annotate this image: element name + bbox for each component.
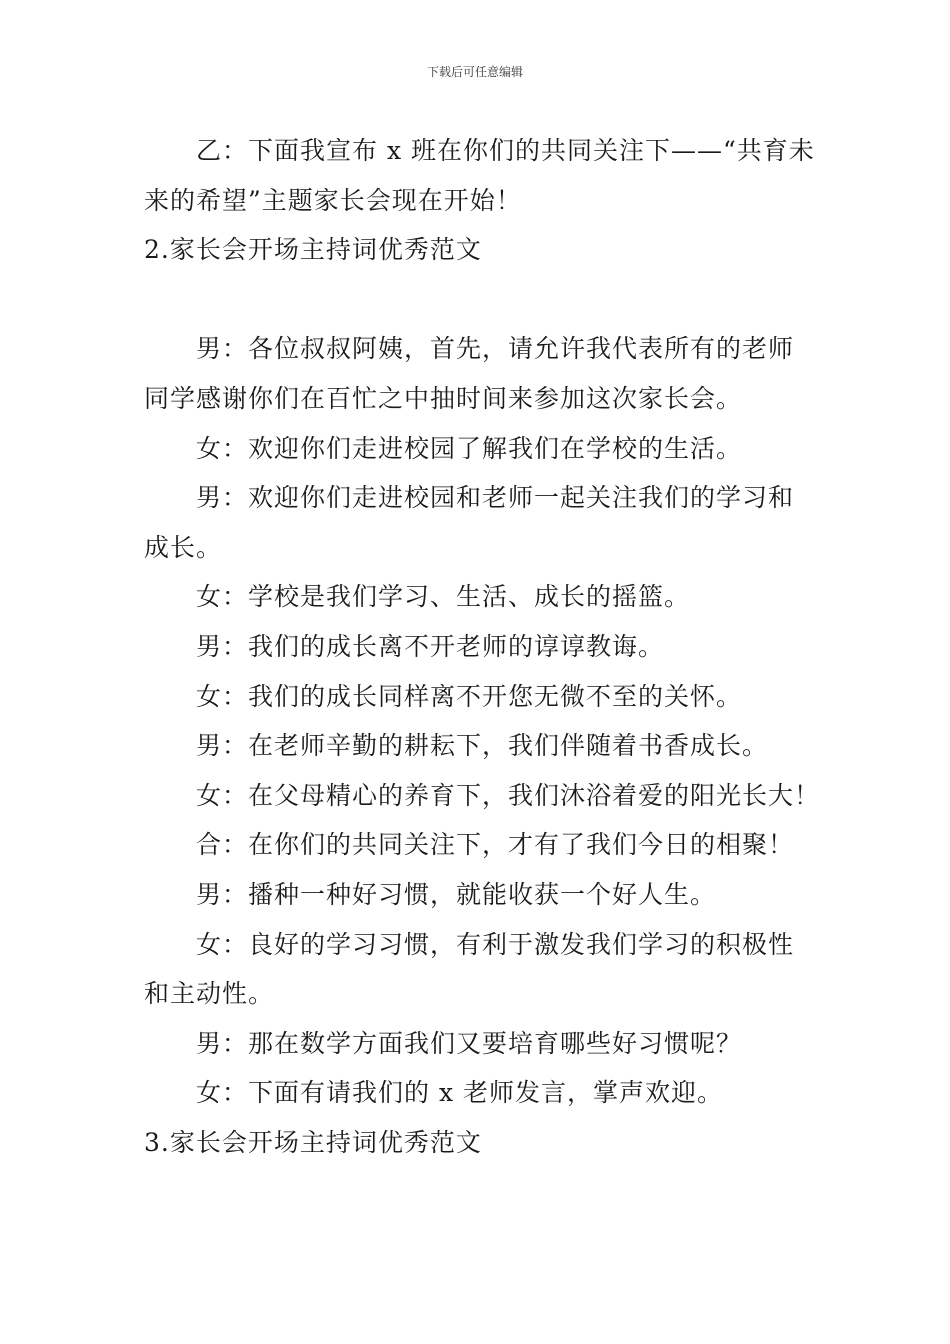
document-body: [144, 126, 821, 1167]
paragraph-line: 女：欢迎你们走进校园了解我们在学校的生活。: [196, 433, 743, 463]
paragraph-line: 同学感谢你们在百忙之中抽时间来参加这次家长会。: [144, 383, 743, 413]
paragraph-line: 女：学校是我们学习、生活、成长的摇篮。: [196, 582, 691, 612]
paragraph-line: 女：良好的学习习惯，有利于激发我们学习的积极性: [196, 929, 795, 959]
paragraph-line: 女：下面有请我们的 x 老师发言，掌声欢迎。: [196, 1078, 723, 1108]
page-header: 下载后可任意编辑: [426, 65, 523, 79]
paragraph-line: 男：那在数学方面我们又要培育哪些好习惯呢？: [196, 1028, 743, 1058]
paragraph-line: 男：欢迎你们走进校园和老师一起关注我们的学习和: [196, 483, 795, 513]
paragraph-line: 男：在老师辛勤的耕耘下，我们伴随着书香成长。: [196, 731, 769, 761]
blank-line: [144, 275, 812, 325]
section-heading: 2.家长会开场主持词优秀范文: [144, 235, 482, 265]
paragraph-line: 和主动性。: [144, 979, 275, 1009]
paragraph-line: 女：在父母精心的养育下，我们沐浴着爱的阳光长大！: [196, 780, 821, 810]
paragraph-line: 男：各位叔叔阿姨，首先，请允许我代表所有的老师: [196, 334, 795, 364]
paragraph-line: 合：在你们的共同关注下，才有了我们今日的相聚！: [196, 830, 795, 860]
paragraph-line: 来的希望”主题家长会现在开始！: [144, 185, 522, 215]
paragraph-line: 男：我们的成长离不开老师的谆谆教诲。: [196, 631, 665, 661]
paragraph-line: 男：播种一种好习惯，就能收获一个好人生。: [196, 879, 717, 909]
section-heading: 3.家长会开场主持词优秀范文: [144, 1127, 482, 1157]
paragraph-line: 女：我们的成长同样离不开您无微不至的关怀。: [196, 681, 743, 711]
paragraph-line: 成长。: [144, 532, 223, 562]
paragraph-line: 乙：下面我宣布 x 班在你们的共同关注下——“共育未: [196, 136, 815, 165]
